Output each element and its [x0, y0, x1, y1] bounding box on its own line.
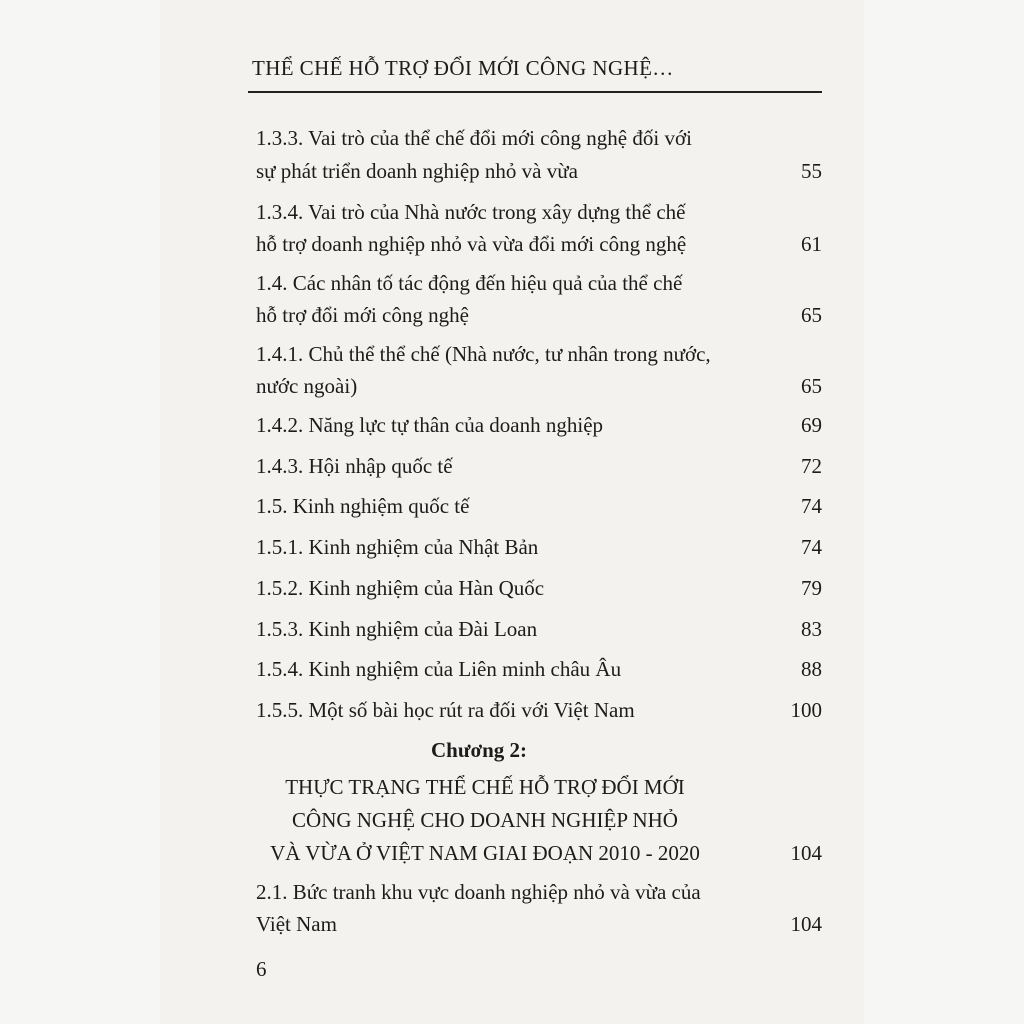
toc-entry-1-5-2: 1.5.2. Kinh nghiệm của Hàn Quốc	[256, 576, 545, 600]
chapter-page: 104	[790, 841, 822, 865]
running-head: THỂ CHẾ HỖ TRỢ ĐỔI MỚI CÔNG NGHỆ…	[252, 56, 674, 80]
toc-entry-1-5-3: 1.5.3. Kinh nghiệm của Đài Loan	[256, 617, 538, 641]
chapter-heading: Chương 2:	[431, 738, 527, 762]
scan-border-left	[0, 0, 160, 1024]
scan-border-right	[864, 0, 1024, 1024]
toc-entry-1-4-2-page: 69	[801, 413, 822, 437]
header-rule	[248, 91, 822, 93]
chapter-title-line2: CÔNG NGHỆ CHO DOANH NGHIỆP NHỎ	[292, 808, 678, 832]
toc-entry-1-3-3-page: 55	[801, 159, 822, 183]
toc-entry-1-4-page: 65	[801, 303, 822, 327]
page-number: 6	[256, 957, 267, 981]
chapter-title-line1: THỰC TRẠNG THỂ CHẾ HỖ TRỢ ĐỔI MỚI	[285, 775, 685, 799]
chapter-title-line3: VÀ VỪA Ở VIỆT NAM GIAI ĐOẠN 2010 - 2020	[270, 841, 700, 865]
toc-entry-1-5-1: 1.5.1. Kinh nghiệm của Nhật Bản	[256, 535, 539, 559]
toc-entry-1-5-1-page: 74	[801, 535, 822, 559]
toc-entry-1-5-page: 74	[801, 494, 822, 518]
toc-entry-1-3-3-line1: 1.3.3. Vai trò của thể chế đổi mới công nghệ đối với	[256, 126, 692, 150]
toc-entry-1-4-1-line1: 1.4.1. Chủ thể thể chế (Nhà nước, tư nhân trong nước,	[256, 342, 711, 366]
toc-entry-1-5-2-page: 79	[801, 576, 822, 600]
toc-entry-1-5-5-page: 100	[790, 698, 822, 722]
toc-entry-1-5: 1.5. Kinh nghiệm quốc tế	[256, 494, 470, 518]
toc-entry-1-5-4: 1.5.4. Kinh nghiệm của Liên minh châu Âu	[256, 657, 622, 681]
toc-entry-1-5-5: 1.5.5. Một số bài học rút ra đối với Việt Nam	[256, 698, 635, 722]
toc-entry-1-4-1-line2: nước ngoài)	[256, 374, 358, 398]
toc-entry-1-3-4-line1: 1.3.4. Vai trò của Nhà nước trong xây dựng thể chế	[256, 200, 686, 224]
book-page	[160, 0, 864, 1024]
toc-entry-1-3-4-line2: hỗ trợ doanh nghiệp nhỏ và vừa đổi mới công nghệ	[256, 232, 687, 256]
toc-entry-1-3-3-line2: sự phát triển doanh nghiệp nhỏ và vừa	[256, 159, 578, 183]
toc-entry-1-4-line1: 1.4. Các nhân tố tác động đến hiệu quả của thể chế	[256, 271, 683, 295]
toc-entry-1-3-4-page: 61	[801, 232, 822, 256]
toc-entry-1-4-1-page: 65	[801, 374, 822, 398]
toc-entry-1-5-4-page: 88	[801, 657, 822, 681]
toc-entry-1-4-3: 1.4.3. Hội nhập quốc tế	[256, 454, 453, 478]
toc-entry-2-1-line1: 2.1. Bức tranh khu vực doanh nghiệp nhỏ và vừa của	[256, 880, 701, 904]
toc-entry-1-4-2: 1.4.2. Năng lực tự thân của doanh nghiệp	[256, 413, 604, 437]
toc-entry-1-5-3-page: 83	[801, 617, 822, 641]
toc-entry-1-4-3-page: 72	[801, 454, 822, 478]
toc-entry-1-4-line2: hỗ trợ đổi mới công nghệ	[256, 303, 469, 327]
toc-entry-2-1-page: 104	[790, 912, 822, 936]
toc-entry-2-1-line2: Việt Nam	[256, 912, 337, 936]
